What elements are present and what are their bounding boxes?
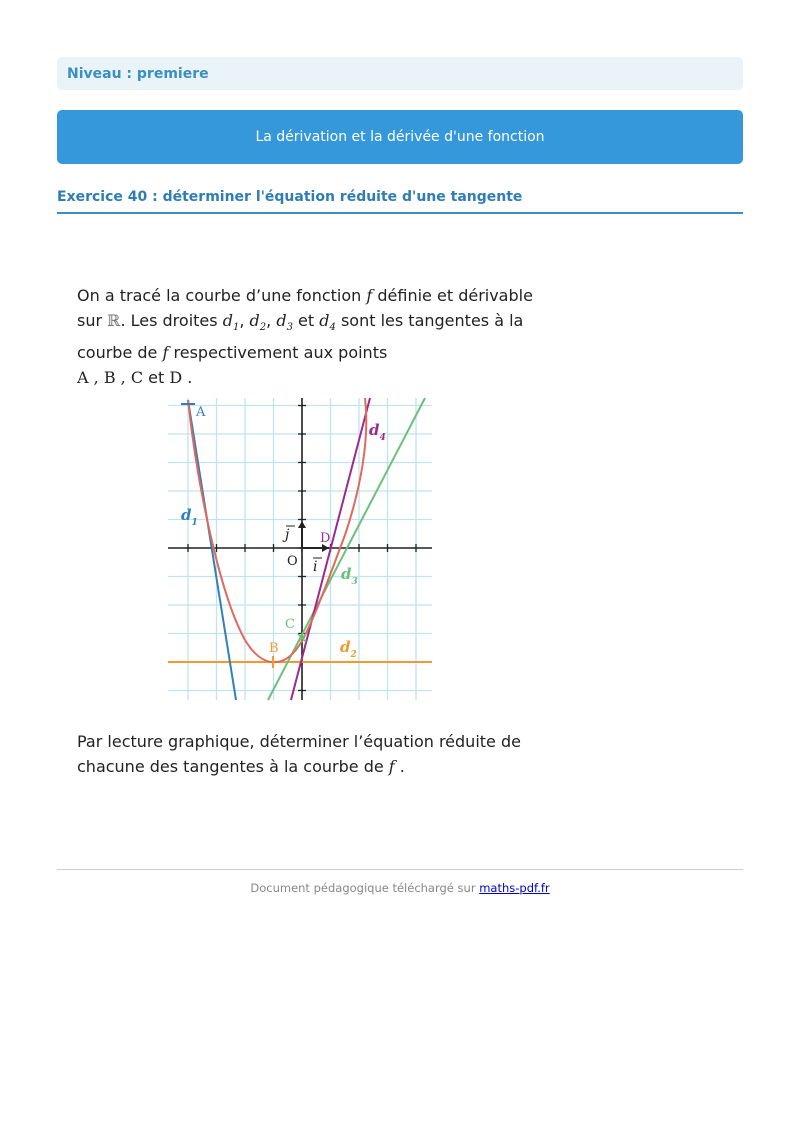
label-origin: O <box>287 554 298 569</box>
line-d2: $d_2$ <box>249 311 267 334</box>
title-banner <box>57 110 743 164</box>
curve-f <box>188 398 366 662</box>
exercise-statement: On a tracé la courbe d’une fonction f définie et dérivable sur ℝ. Les droites $d_1$, $d_2$, $d_3$ et $d_4$ sont les tangentes à la courbe de f respectivement aux points A , B , C et D . <box>77 286 533 388</box>
axes <box>168 398 432 700</box>
label-a: A <box>196 405 206 420</box>
statement-text-4: sont les tangentes à la courbe de <box>77 311 524 363</box>
reals-symbol: ℝ <box>107 311 121 330</box>
footer-link[interactable]: maths-pdf.fr <box>479 881 550 895</box>
label-vector-j: j <box>285 527 290 543</box>
line-d3: $d_3$ <box>276 311 293 334</box>
label-c: C <box>285 617 295 632</box>
statement-text-1: On a tracé la courbe d’une fonction <box>77 286 362 305</box>
statement-text-3: . Les droites <box>120 311 218 330</box>
exercise-title: Exercice 40 : déterminer l'équation réduite d'une tangente <box>57 189 523 205</box>
label-d2: $d_2$ <box>340 638 357 660</box>
label-d4: $d_4$ <box>369 421 386 443</box>
question-function-symbol: f <box>388 757 395 776</box>
statement-and-1: et <box>298 311 315 330</box>
function-graph <box>165 395 437 702</box>
label-vector-i: i <box>313 559 318 575</box>
vector-j-arrowhead <box>298 521 306 528</box>
exercise-heading <box>57 186 743 214</box>
level-box <box>57 57 743 90</box>
line-d1: $d_1$ <box>222 311 240 334</box>
line-d4: $d_4$ <box>319 311 336 334</box>
footer-divider <box>57 869 743 870</box>
statement-and-2: et <box>148 368 165 388</box>
page-title: La dérivation et la dérivée d'une fonction <box>255 129 545 145</box>
label-b: B <box>269 641 279 656</box>
statement-text-2: définie et dérivable sur <box>77 286 533 330</box>
footer-text: Document pédagogique téléchargé sur <box>250 881 476 895</box>
tangent-d1 <box>188 400 236 700</box>
point-d-label: D . <box>169 368 193 388</box>
question: Par lecture graphique, déterminer l’équation réduite de chacune des tangentes à la courbe de f . <box>77 732 521 776</box>
question-text: Par lecture graphique, déterminer l’équation réduite de chacune des tangentes à la courbe de <box>77 732 521 776</box>
function-symbol: f <box>366 286 373 305</box>
label-d1: $d_1$ <box>181 506 198 528</box>
label-d: D <box>320 531 331 546</box>
statement-text-5: respectivement aux points <box>173 343 388 363</box>
label-d3: $d_3$ <box>341 565 358 587</box>
points-list: A , B , C <box>77 368 144 388</box>
level-label: Niveau : premiere <box>67 65 209 82</box>
function-symbol-2: f <box>162 343 169 363</box>
footer <box>57 881 743 895</box>
grid <box>168 398 432 700</box>
